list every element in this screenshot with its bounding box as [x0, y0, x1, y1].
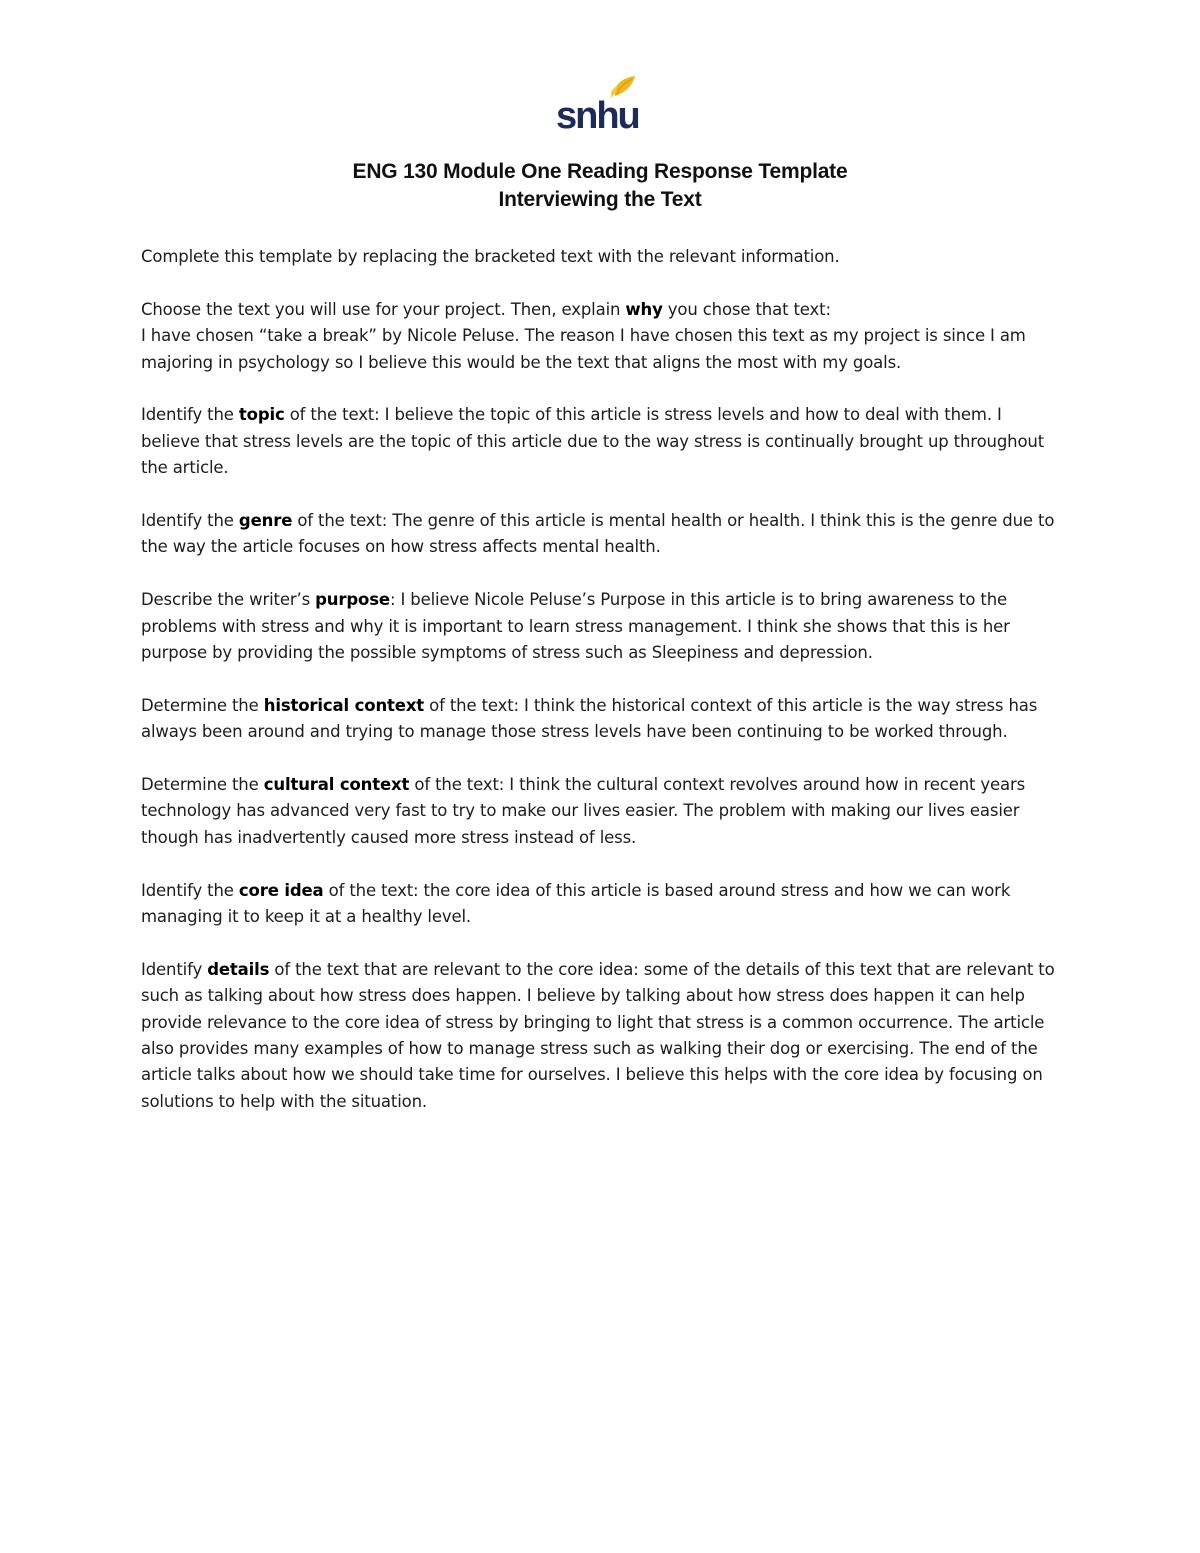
choose-prompt-post: you chose that text:: [662, 299, 831, 319]
core-prompt-pre: Identify the: [141, 880, 239, 900]
topic-prompt-pre: Identify the: [141, 405, 239, 425]
genre-prompt-post: of the text:: [292, 511, 393, 531]
section-details: [141, 957, 1061, 1115]
genre-answer: The genre of this article is mental health or health. I think this is the genre due to the way the article focuses on how stress affects mental health.: [141, 511, 1055, 557]
section-cultural: [141, 772, 1061, 851]
historical-keyword: historical context: [263, 695, 425, 715]
snhu-logo-graphic: [553, 72, 645, 134]
intro-paragraph: [141, 244, 1061, 270]
historical-prompt-pre: Determine the: [141, 695, 264, 715]
topic-answer: I believe the topic of this article is stress levels and how to deal with them. I believe that stress levels are the topic of this article due to the way stress is continually brought up throughout the article.: [141, 405, 1045, 478]
section-choose: [141, 297, 1061, 376]
genre-prompt-pre: Identify the: [141, 511, 239, 531]
section-core-idea: [141, 878, 1061, 931]
historical-answer: I think the historical context of this article is the way stress has always been around and trying to manage those stress levels have been continuing to be worked through.: [141, 695, 1038, 742]
intro-text: Complete this template by replacing the bracketed text with the relevant information.: [141, 247, 840, 266]
section-genre: [141, 508, 1061, 561]
details-prompt-pre: Identify: [141, 959, 208, 979]
document-body: [141, 244, 1061, 1142]
core-prompt-post: of the text:: [323, 880, 424, 900]
details-prompt-post: of the text that are relevant to the core idea:: [269, 959, 644, 979]
purpose-keyword: purpose: [315, 590, 390, 610]
core-keyword: core idea: [238, 880, 324, 900]
cultural-keyword: cultural context: [263, 775, 410, 795]
section-purpose: [141, 587, 1061, 666]
purpose-prompt-post: :: [389, 590, 401, 610]
choose-keyword: why: [625, 299, 663, 319]
topic-keyword: topic: [238, 405, 285, 425]
logo-wordmark: snhu: [556, 95, 639, 134]
cultural-prompt-pre: Determine the: [141, 775, 264, 795]
document-title: ENG 130 Module One Reading Response Template: [352, 160, 848, 183]
section-topic: [141, 402, 1061, 481]
document-subtitle: Interviewing the Text: [498, 188, 702, 211]
core-answer: the core idea of this article is based around stress and how we can work managing it to keep it at a healthy level.: [141, 880, 1011, 927]
section-historical: [141, 693, 1061, 746]
historical-prompt-post: of the text:: [424, 695, 525, 715]
details-keyword: details: [207, 959, 270, 979]
choose-answer: I have chosen “take a break” by Nicole Peluse. The reason I have chosen this text as my project is since I am majoring in psychology so I believe this would be the text that aligns the most with my goals.: [141, 326, 1026, 372]
genre-keyword: genre: [238, 511, 293, 531]
purpose-prompt-pre: Describe the writer’s: [141, 590, 316, 610]
details-answer: some of the details of this text that are relevant to such as talking about how stress does happen. I believe by talking about how stress does happen it can help provide relevance to the core idea of stress by bringing to light that stress is a common occurrence. The article also provides many examples of how to manage stress such as walking their dog or exercising. The end of the article talks about how we should take time for ourselves. I believe this helps with the core idea by focusing on solutions to help with the situation.: [141, 959, 1055, 1111]
cultural-prompt-post: of the text:: [409, 775, 510, 795]
choose-prompt-pre: Choose the text you will use for your project. Then, explain: [141, 299, 626, 319]
document-title-block: [0, 158, 1200, 214]
purpose-answer: I believe Nicole Peluse’s Purpose in this article is to bring awareness to the problems with stress and why it is important to learn stress management. I think she shows that this is her purpose by providing the possible symptoms of stress such as Sleepiness and depression.: [141, 590, 1010, 663]
topic-prompt-post: of the text:: [284, 405, 385, 425]
cultural-answer: I think the cultural context revolves around how in recent years technology has advanced very fast to try to make our lives easier. The problem with making our lives easier though has inadvertently caused more stress instead of less.: [141, 775, 1026, 847]
snhu-logo: [553, 72, 645, 134]
